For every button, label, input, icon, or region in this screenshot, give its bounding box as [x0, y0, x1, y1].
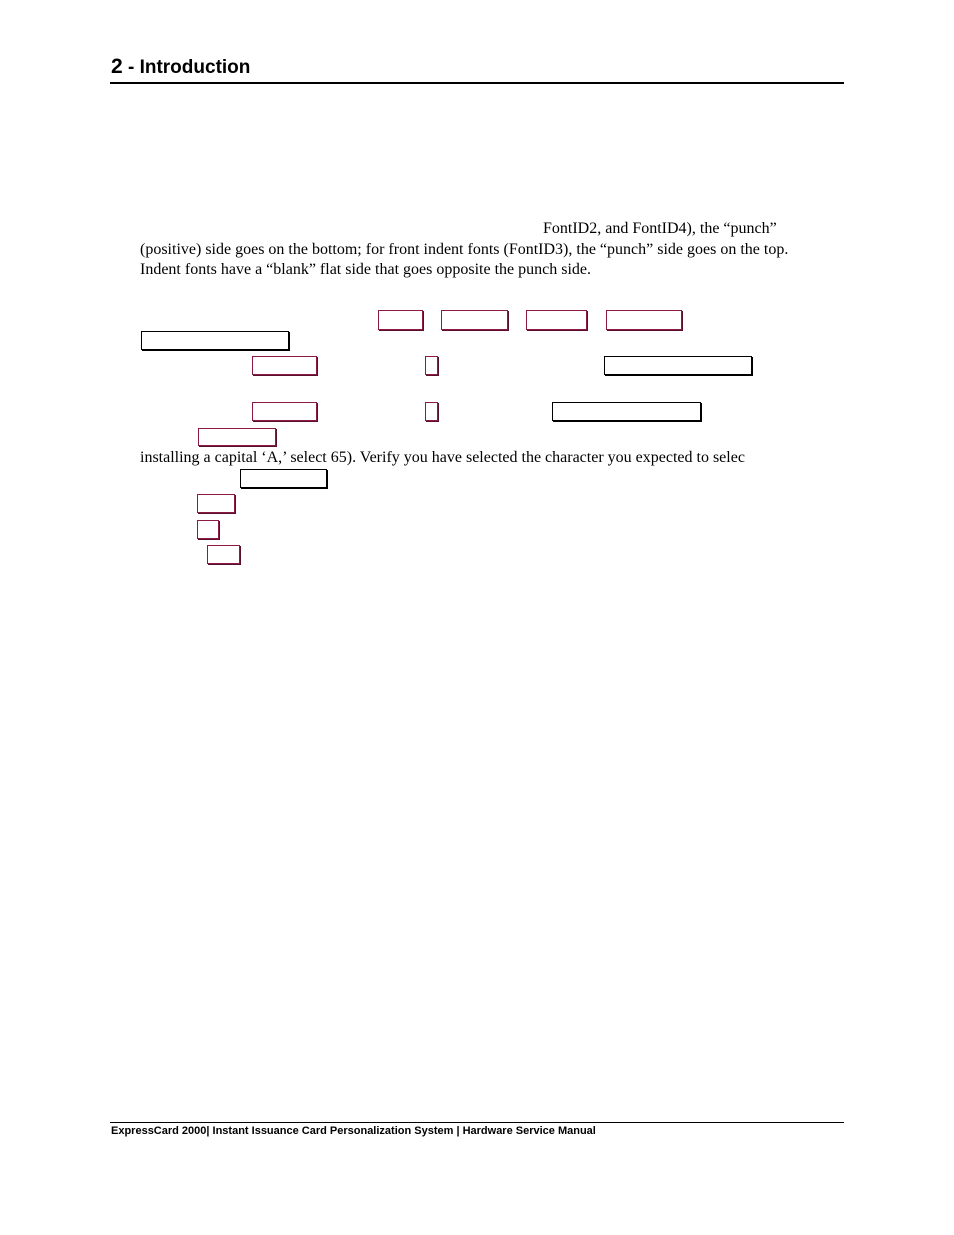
cross-reference-box-11[interactable] [197, 520, 219, 539]
header-divider [110, 82, 844, 84]
page-title [111, 55, 250, 80]
chapter-title: - Introduction [122, 57, 251, 78]
body-text-line-2: (positive) side goes on the bottom; for front indent fonts (FontID3), the “punch” side goes on the top. [140, 241, 789, 258]
cross-reference-box-9[interactable] [198, 428, 276, 446]
cross-reference-box-7[interactable] [252, 402, 317, 421]
body-text-line-4: installing a capital ‘A,’ select 65). Verify you have selected the character you expected to selec [140, 449, 745, 466]
cross-reference-box-3[interactable] [526, 310, 587, 330]
body-text-line-1: FontID2, and FontID4), the “punch” [543, 220, 777, 237]
form-field-box-4[interactable] [240, 469, 327, 488]
body-text-line-3: Indent fonts have a “blank” flat side that goes opposite the punch side. [140, 261, 591, 278]
cross-reference-box-12[interactable] [207, 545, 240, 564]
cross-reference-box-10[interactable] [197, 494, 235, 513]
form-field-box-2[interactable] [604, 356, 752, 375]
form-field-box-1[interactable] [141, 331, 289, 350]
cross-reference-box-4[interactable] [606, 310, 682, 330]
footer-divider [110, 1122, 844, 1123]
form-field-box-3[interactable] [552, 402, 701, 421]
cross-reference-box-8[interactable] [425, 402, 438, 421]
cross-reference-box-6[interactable] [425, 356, 438, 375]
chapter-number: 2 [111, 55, 123, 78]
footer-text: ExpressCard 2000| Instant Issuance Card Personalization System | Hardware Service Manual [111, 1125, 596, 1137]
cross-reference-box-2[interactable] [441, 310, 508, 330]
cross-reference-box-5[interactable] [252, 356, 317, 375]
cross-reference-box-1[interactable] [378, 310, 423, 330]
